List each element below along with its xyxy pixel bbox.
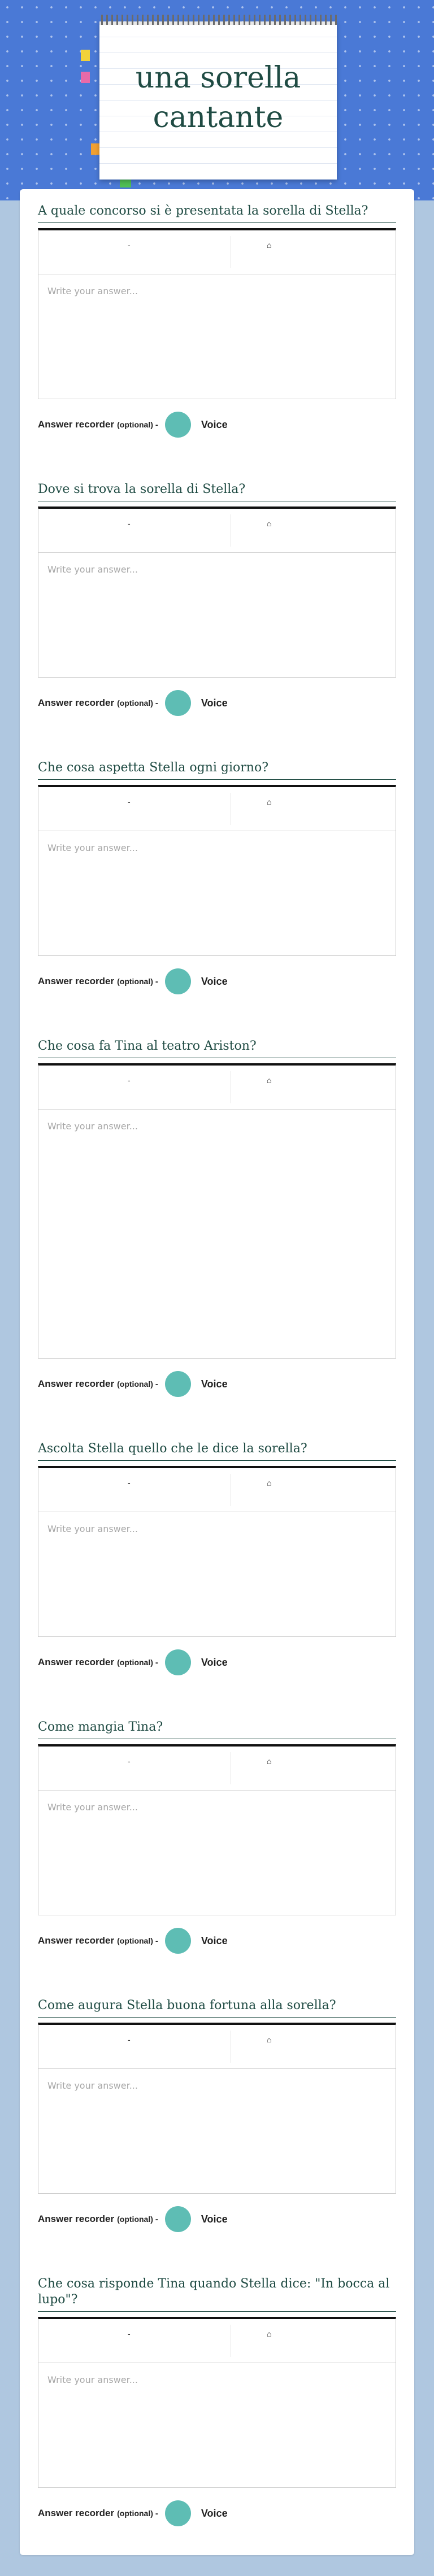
recorder-dash: - bbox=[155, 976, 158, 986]
answer-editor bbox=[38, 228, 396, 399]
voice-label: Voice bbox=[201, 1656, 228, 1668]
question-3 bbox=[38, 760, 396, 994]
voice-label: Voice bbox=[201, 1935, 228, 1946]
answer-recorder bbox=[38, 1928, 396, 1954]
answer-input[interactable] bbox=[38, 2363, 396, 2487]
question-text: Come mangia Tina? bbox=[38, 1719, 396, 1739]
recorder-optional: (optional) bbox=[117, 2509, 153, 2518]
record-button[interactable] bbox=[165, 1928, 191, 1954]
recorder-optional: (optional) bbox=[117, 420, 153, 429]
answer-editor bbox=[38, 2023, 396, 2194]
recorder-dash: - bbox=[155, 1657, 158, 1667]
tab-marker-pink bbox=[81, 72, 90, 83]
recorder-label: Answer recorder bbox=[38, 1657, 115, 1667]
answer-input[interactable] bbox=[38, 2069, 396, 2193]
answer-editor bbox=[38, 2317, 396, 2488]
home-icon[interactable]: ⌂ bbox=[267, 1076, 272, 1085]
recorder-dash: - bbox=[155, 1936, 158, 1946]
question-text: Che cosa risponde Tina quando Stella dice: "In bocca al lupo"? bbox=[38, 2276, 396, 2312]
question-7 bbox=[38, 1998, 396, 2232]
editor-toolbar bbox=[38, 1066, 396, 1110]
recorder-dash: - bbox=[155, 2508, 158, 2518]
question-text: Che cosa aspetta Stella ogni giorno? bbox=[38, 760, 396, 780]
home-icon[interactable]: ⌂ bbox=[267, 1478, 272, 1487]
answer-recorder bbox=[38, 690, 396, 716]
question-6 bbox=[38, 1719, 396, 1954]
question-4 bbox=[38, 1038, 396, 1397]
question-text: A quale concorso si è presentata la sorella di Stella? bbox=[38, 203, 396, 223]
question-text: Dove si trova la sorella di Stella? bbox=[38, 482, 396, 501]
question-2 bbox=[38, 482, 396, 716]
voice-label: Voice bbox=[201, 2213, 228, 2225]
question-8 bbox=[38, 2276, 396, 2526]
recorder-label: Answer recorder bbox=[38, 1935, 115, 1946]
notepad-spiral bbox=[99, 15, 337, 25]
editor-toolbar bbox=[38, 1468, 396, 1512]
voice-label: Voice bbox=[201, 697, 228, 709]
question-text: Che cosa fa Tina al teatro Ariston? bbox=[38, 1038, 396, 1058]
recorder-dash: - bbox=[155, 420, 158, 430]
record-button[interactable] bbox=[165, 1649, 191, 1675]
record-button[interactable] bbox=[165, 2500, 191, 2526]
question-5 bbox=[38, 1441, 396, 1675]
question-1 bbox=[38, 203, 396, 438]
recorder-dash: - bbox=[155, 1379, 158, 1389]
question-text: Ascolta Stella quello che le dice la sorella? bbox=[38, 1441, 396, 1461]
header-banner bbox=[0, 0, 434, 200]
answer-editor bbox=[38, 1744, 396, 1915]
answer-input[interactable] bbox=[38, 1791, 396, 1915]
answer-input[interactable] bbox=[38, 553, 396, 677]
minus-icon[interactable]: - bbox=[128, 1076, 131, 1085]
minus-icon[interactable]: - bbox=[128, 1478, 131, 1487]
minus-icon[interactable]: - bbox=[128, 797, 131, 806]
recorder-optional: (optional) bbox=[117, 2215, 153, 2224]
answer-editor bbox=[38, 507, 396, 678]
voice-label: Voice bbox=[201, 2507, 228, 2519]
record-button[interactable] bbox=[165, 968, 191, 994]
voice-label: Voice bbox=[201, 418, 228, 430]
minus-icon[interactable]: - bbox=[128, 1757, 131, 1766]
editor-toolbar bbox=[38, 2319, 396, 2363]
answer-recorder bbox=[38, 412, 396, 438]
answer-input[interactable] bbox=[38, 831, 396, 955]
home-icon[interactable]: ⌂ bbox=[267, 797, 272, 806]
editor-toolbar bbox=[38, 2025, 396, 2069]
answer-recorder bbox=[38, 2206, 396, 2232]
editor-toolbar bbox=[38, 787, 396, 831]
page-title: una sorella cantante bbox=[135, 61, 301, 134]
recorder-optional: (optional) bbox=[117, 1936, 153, 1945]
recorder-optional: (optional) bbox=[117, 1658, 153, 1667]
home-icon[interactable]: ⌂ bbox=[267, 1757, 272, 1766]
voice-label: Voice bbox=[201, 975, 228, 987]
answer-editor bbox=[38, 1466, 396, 1637]
recorder-label: Answer recorder bbox=[38, 419, 115, 430]
home-icon[interactable]: ⌂ bbox=[267, 2035, 272, 2044]
minus-icon[interactable]: - bbox=[128, 2035, 131, 2044]
home-icon[interactable]: ⌂ bbox=[267, 241, 272, 250]
recorder-dash: - bbox=[155, 698, 158, 708]
recorder-label: Answer recorder bbox=[38, 2508, 115, 2518]
answer-recorder bbox=[38, 1371, 396, 1397]
record-button[interactable] bbox=[165, 690, 191, 716]
recorder-label: Answer recorder bbox=[38, 2213, 115, 2224]
home-icon[interactable]: ⌂ bbox=[267, 519, 272, 528]
question-text: Come augura Stella buona fortuna alla sorella? bbox=[38, 1998, 396, 2018]
minus-icon[interactable]: - bbox=[128, 241, 131, 250]
answer-recorder bbox=[38, 968, 396, 994]
answer-editor bbox=[38, 785, 396, 956]
recorder-label: Answer recorder bbox=[38, 697, 115, 708]
editor-toolbar bbox=[38, 230, 396, 274]
record-button[interactable] bbox=[165, 412, 191, 438]
notepad bbox=[99, 21, 337, 180]
editor-toolbar bbox=[38, 509, 396, 553]
recorder-label: Answer recorder bbox=[38, 1378, 115, 1389]
home-icon[interactable]: ⌂ bbox=[267, 2329, 272, 2338]
recorder-optional: (optional) bbox=[117, 1379, 153, 1389]
minus-icon[interactable]: - bbox=[128, 519, 131, 528]
answer-input[interactable] bbox=[38, 274, 396, 399]
recorder-optional: (optional) bbox=[117, 698, 153, 708]
answer-recorder bbox=[38, 1649, 396, 1675]
editor-toolbar bbox=[38, 1747, 396, 1791]
voice-label: Voice bbox=[201, 1378, 228, 1390]
tab-marker-green bbox=[120, 180, 131, 187]
recorder-label: Answer recorder bbox=[38, 976, 115, 986]
recorder-optional: (optional) bbox=[117, 977, 153, 986]
answer-input[interactable] bbox=[38, 1110, 396, 1358]
tab-marker-yellow bbox=[81, 50, 90, 61]
worksheet-card bbox=[20, 189, 414, 2555]
answer-input[interactable] bbox=[38, 1512, 396, 1636]
recorder-dash: - bbox=[155, 2214, 158, 2224]
record-button[interactable] bbox=[165, 1371, 191, 1397]
answer-editor bbox=[38, 1063, 396, 1359]
answer-recorder bbox=[38, 2500, 396, 2526]
minus-icon[interactable]: - bbox=[128, 2329, 131, 2338]
record-button[interactable] bbox=[165, 2206, 191, 2232]
tab-marker-orange bbox=[91, 143, 100, 155]
